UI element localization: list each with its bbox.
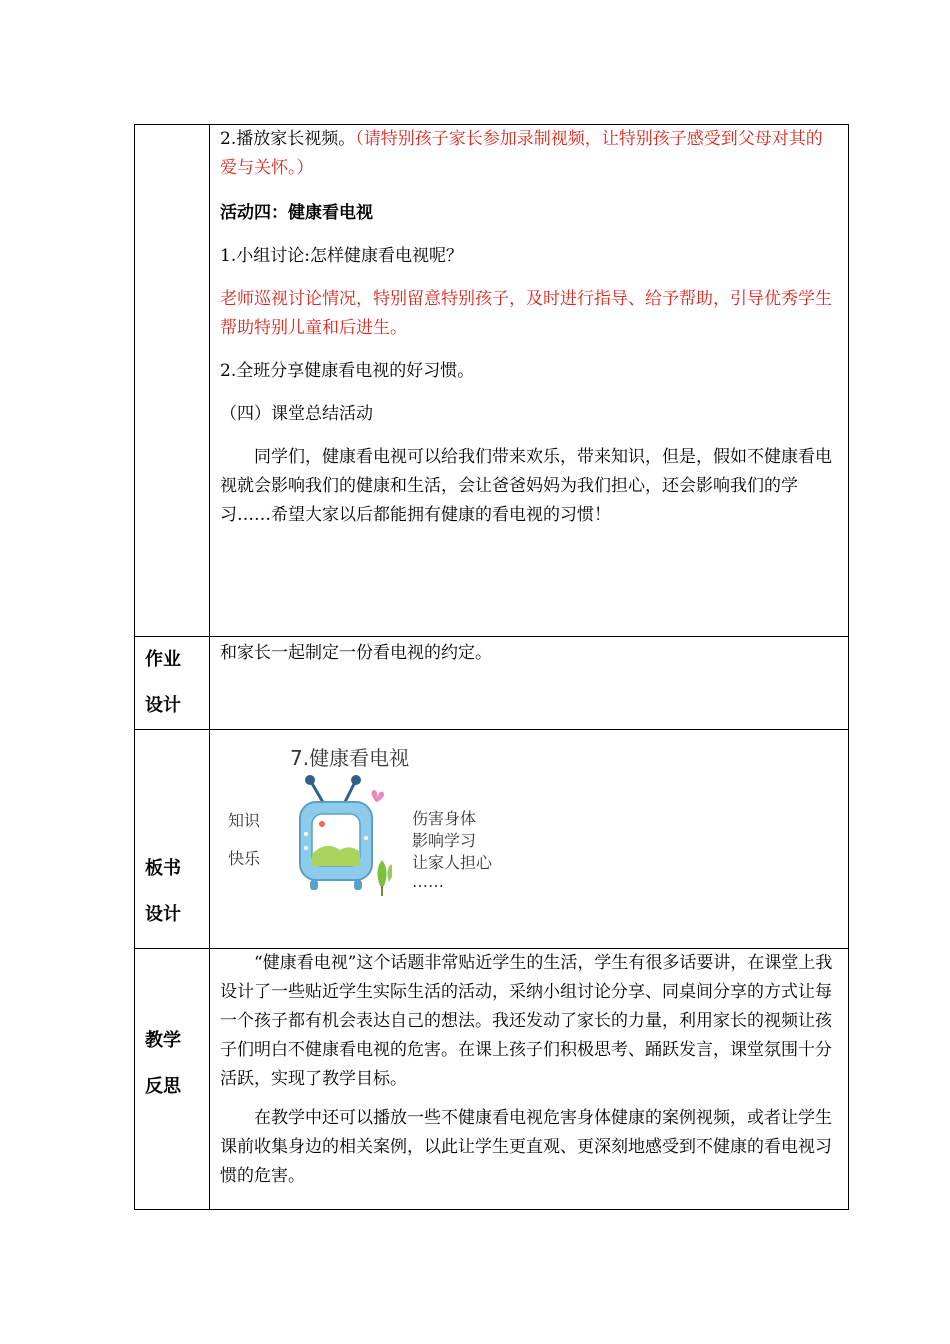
- activities-cell: [210, 125, 849, 637]
- board-right-item-4: ……: [412, 872, 444, 891]
- reflection-paragraph-1: “健康看电视”这个话题非常贴近学生的生活，学生有很多话要讲，在课堂上我设计了一些贴近学生实际生活的活动，采纳小组讨论分享、同桌间分享的方式让每一个孩子都有机会表达自己的想法。我还发动了家长的力量，利用家长的视频让孩子们明白不健康看电视的危害。在课上孩子们积极思考、踊跃发言，课堂氛围十分活跃，实现了教学目标。: [220, 953, 833, 1089]
- reflection-cell: [210, 949, 849, 1210]
- homework-label: [135, 637, 210, 730]
- row-activities: [135, 125, 849, 637]
- tv-illustration-icon: [292, 774, 392, 898]
- play-video-paragraph: [220, 125, 834, 183]
- play-video-note: （请特别孩子家长参加录制视频，让特别孩子感受到父母对其的爱与关怀。）: [220, 129, 823, 178]
- board-cell: [210, 730, 849, 949]
- board-design: [210, 730, 848, 948]
- teacher-note: 老师巡视讨论情况，特别留意特别孩子，及时进行指导、给予帮助，引导优秀学生帮助特别儿童和后进生。: [220, 289, 832, 338]
- board-right-item-1: 伤害身体: [412, 809, 477, 828]
- group-discussion: 1.小组讨论:怎样健康看电视呢？: [220, 246, 463, 266]
- homework-label-line2: 设计: [145, 695, 181, 716]
- homework-label-line1: 作业: [145, 649, 181, 670]
- board-left-item-2: 快乐: [228, 849, 261, 868]
- reflection-label: [135, 949, 210, 1210]
- row-reflection: [135, 949, 849, 1210]
- board-label-line1: 板书: [145, 858, 181, 879]
- board-title: 7.健康看电视: [290, 746, 410, 770]
- reflection-paragraph-2: 在教学中还可以播放一些不健康看电视危害身体健康的案例视频，或者让学生课前收集身边的相关案例，以此让学生更直观、更深刻地感受到不健康的看电视习惯的危害。: [220, 1108, 832, 1186]
- summary-text: 同学们，健康看电视可以给我们带来欢乐，带来知识，但是，假如不健康看电视就会影响我们的健康和生活，会让爸爸妈妈为我们担心，还会影响我们的学习……希望大家以后都能拥有健康的看电视的习惯！: [220, 447, 832, 525]
- board-right-item-3: 让家人担心: [412, 853, 493, 872]
- activity4-title: 活动四：健康看电视: [220, 203, 373, 223]
- board-right-item-2: 影响学习: [412, 831, 477, 850]
- homework-cell: [210, 637, 849, 730]
- homework-text: 和家长一起制定一份看电视的约定。: [220, 643, 492, 663]
- board-label-line2: 设计: [145, 904, 181, 925]
- class-share: 2.全班分享健康看电视的好习惯。: [220, 361, 475, 381]
- reflection-label-line1: 教学: [145, 1030, 181, 1051]
- row-label-empty: [135, 125, 210, 637]
- row-board: [135, 730, 849, 949]
- board-label: [135, 730, 210, 949]
- board-left-item-1: 知识: [228, 811, 261, 830]
- row-homework: [135, 637, 849, 730]
- lesson-plan-table: [134, 124, 849, 1210]
- play-video-text: 2.播放家长视频。: [220, 129, 356, 149]
- summary-title: （四）课堂总结活动: [220, 404, 373, 424]
- reflection-label-line2: 反思: [145, 1076, 181, 1097]
